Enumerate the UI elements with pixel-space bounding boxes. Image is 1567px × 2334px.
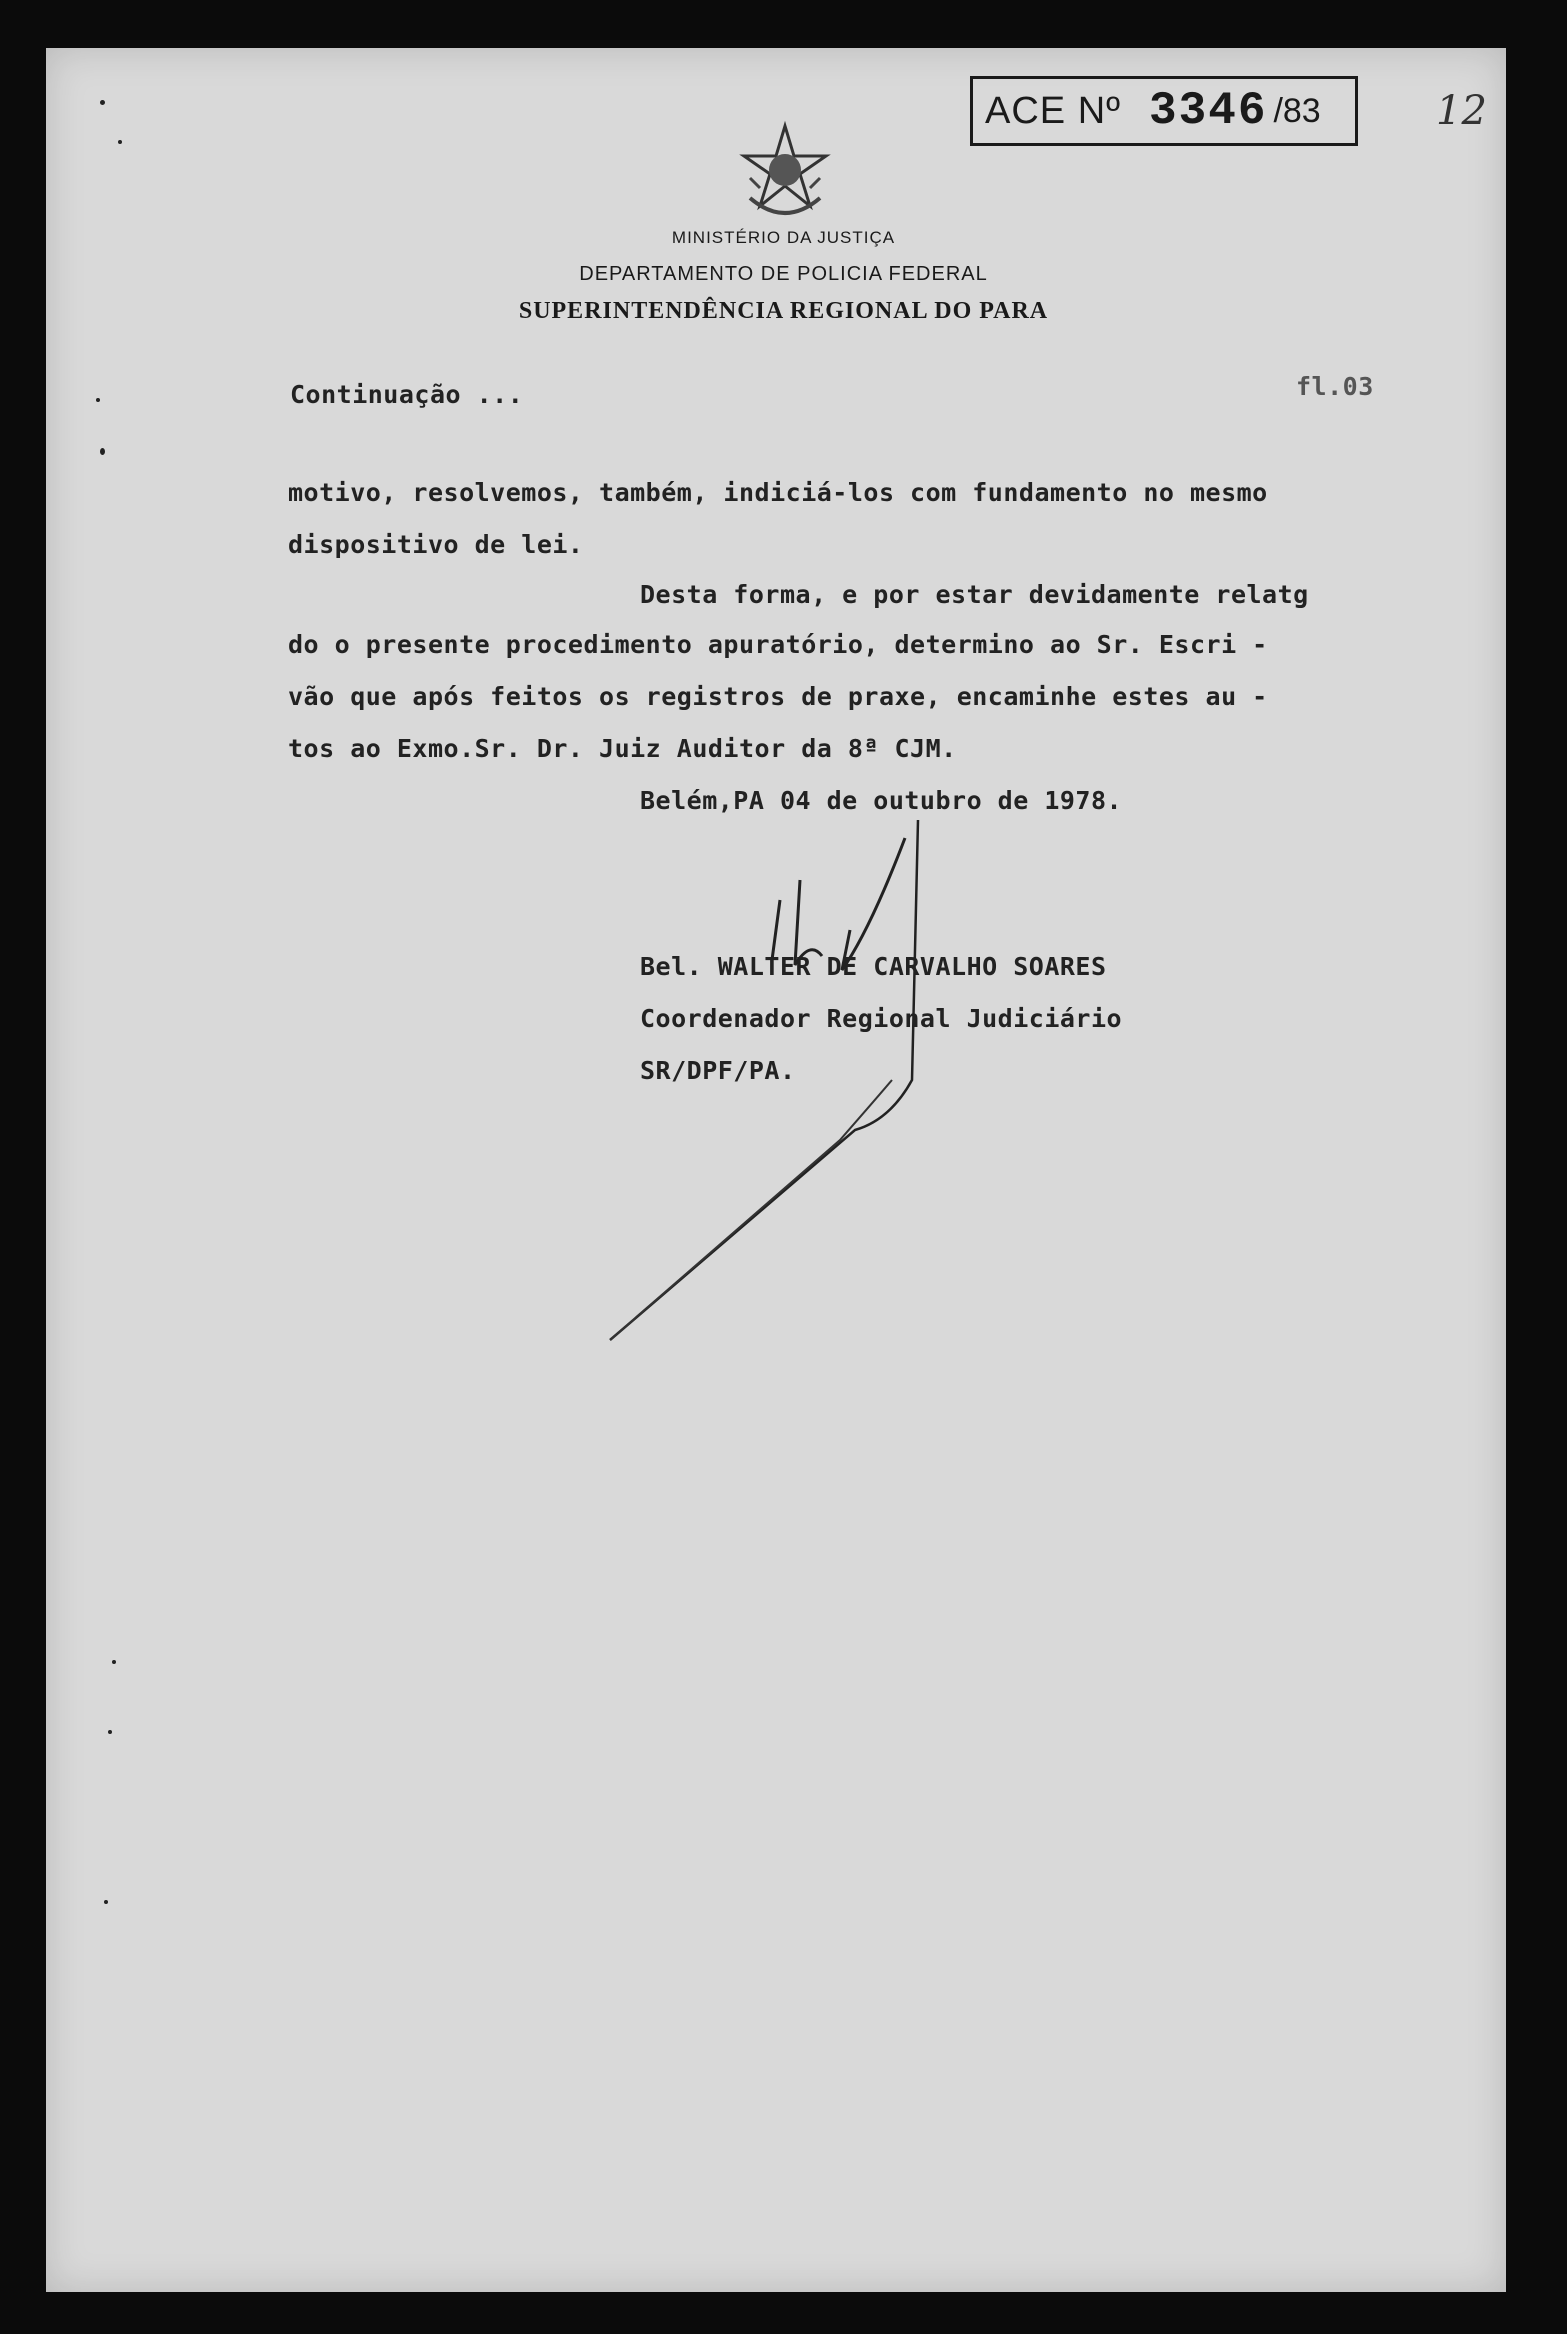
scan-speck [108, 1730, 112, 1734]
handwritten-signature [600, 820, 1080, 1360]
ace-year: /83 [1273, 91, 1321, 130]
body-line-5: vão que após feitos os registros de praxe, encaminhe estes au - [288, 682, 1268, 711]
body-line-2: dispositivo de lei. [288, 530, 584, 559]
page-mark: 12 [1436, 88, 1487, 134]
scan-speck [100, 448, 105, 455]
body-line-3: Desta forma, e por estar devidamente relatg [640, 580, 1309, 609]
scan-speck [96, 398, 100, 402]
signatory-name: Bel. WALTER DE CARVALHO SOARES [640, 952, 1107, 981]
ace-stamp [970, 76, 1358, 146]
scan-speck [100, 100, 105, 105]
ministry-line: MINISTÉRIO DA JUSTIÇA [671, 228, 896, 247]
coat-of-arms-icon [730, 118, 840, 228]
body-line-1: motivo, resolvemos, também, indiciá-los com fundamento no mesmo [288, 478, 1268, 507]
date-line: Belém,PA 04 de outubro de 1978. [640, 786, 1123, 815]
continuation-label: Continuação ... [290, 380, 524, 409]
scan-speck [104, 1900, 108, 1904]
body-line-6: tos ao Exmo.Sr. Dr. Juiz Auditor da 8ª CJM. [288, 734, 957, 763]
signatory-title: Coordenador Regional Judiciário [640, 1004, 1123, 1033]
folio-number: fl.03 [1296, 372, 1374, 401]
signatory-unit: SR/DPF/PA. [640, 1056, 796, 1085]
scan-speck [118, 140, 122, 144]
body-line-4: do o presente procedimento apuratório, determino ao Sr. Escri - [288, 630, 1268, 659]
ace-number: 3346 [1149, 85, 1268, 137]
department-line: DEPARTAMENTO DE POLICIA FEDERAL [579, 263, 988, 285]
ace-label: ACE Nº [985, 89, 1122, 132]
superintendency-line: SUPERINTENDÊNCIA REGIONAL DO PARA [518, 298, 1049, 324]
scan-speck [112, 1660, 116, 1664]
